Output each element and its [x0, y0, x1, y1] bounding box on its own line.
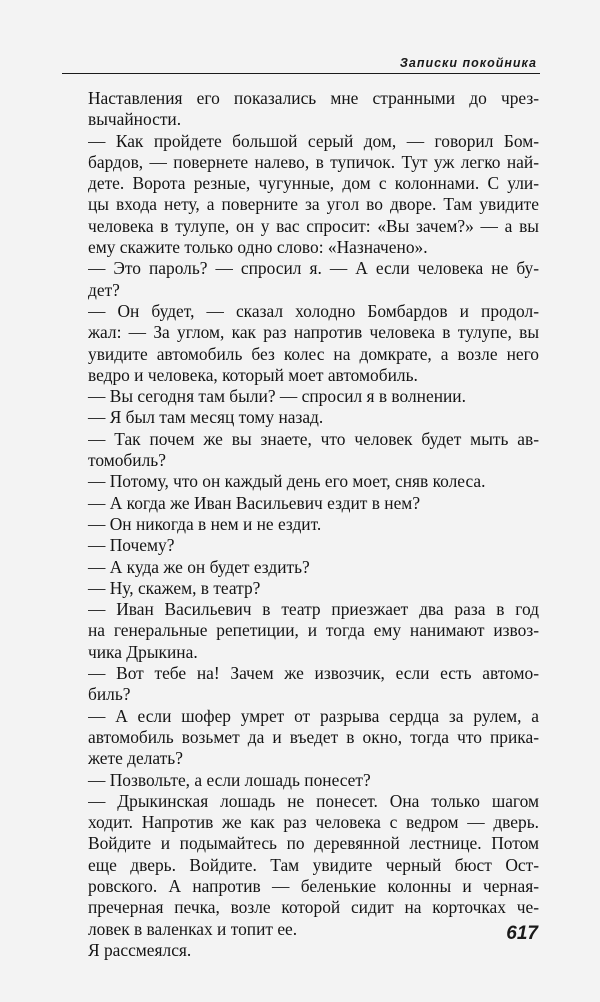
text-line: на генеральные репетиции, и тогда ему нанимают извоз-: [88, 620, 539, 641]
text-line: — Позвольте, а если лошадь понесет?: [88, 769, 371, 790]
text-line: томобиль?: [88, 450, 166, 471]
text-line: — Как пройдете большой серый дом, — говорил Бом-: [88, 130, 539, 151]
text-line: — А куда же он будет ездить?: [88, 556, 310, 577]
text-line: чика Дрыкина.: [88, 641, 198, 662]
text-line: — Он никогда в нем и не ездит.: [88, 513, 322, 534]
text-line: ему скажите только одно слово: «Назначено».: [88, 237, 428, 258]
header-rule: [62, 73, 540, 74]
text-line: ровского. А напротив — беленькие колонны и черная-: [88, 875, 539, 896]
text-line: ходит. Напротив же как раз человека с ведром — дверь.: [88, 812, 539, 833]
text-line: Я рассмеялся.: [88, 939, 192, 960]
text-line: — Вы сегодня там были? — спросил я в волнении.: [88, 386, 466, 407]
body-text: [88, 88, 539, 961]
text-line: дете. Ворота резные, чугунные, дом с колоннами. С ули-: [88, 173, 539, 194]
text-line: цы входа нету, а поверните за угол во дворе. Там увидите: [88, 194, 539, 215]
text-line: — Ну, скажем, в театр?: [88, 577, 261, 598]
text-line: — Это пароль? — спросил я. — А если человека не бу-: [88, 258, 539, 279]
running-title: Записки покойника: [399, 56, 537, 70]
text-line: ведро и человека, который моет автомобиль.: [88, 364, 418, 385]
text-line: — Он будет, — сказал холодно Бомбардов и продол-: [88, 300, 539, 321]
text-line: — Иван Васильевич в театр приезжает два раза в год: [88, 599, 539, 620]
text-line: Войдите и подымайтесь по деревянной лестнице. Потом: [88, 833, 539, 854]
text-line: — Вот тебе на! Зачем же извозчик, если есть автомо-: [88, 663, 539, 684]
text-line: человека в тулупе, он у вас спросит: «Вы зачем?» — а вы: [88, 215, 539, 236]
page-number: 617: [506, 923, 538, 944]
text-line: ловек в валенках и топит ее.: [88, 918, 298, 939]
text-line: — Дрыкинская лошадь не понесет. Она только шагом: [88, 790, 539, 811]
text-line: еще дверь. Войдите. Там увидите черный бюст Ост-: [88, 854, 539, 875]
text-line: увидите автомобиль без колес на домкрате, а возле него: [88, 343, 539, 364]
text-line: пречерная печка, возле которой сидит на корточках че-: [88, 897, 539, 918]
text-line: жете делать?: [88, 748, 183, 769]
text-line: Наставления его показались мне странными до чрез-: [88, 88, 539, 108]
text-line: — Я был там месяц тому назад.: [88, 407, 324, 428]
text-line: автомобиль возьмет да и въедет в окно, тогда что прика-: [88, 726, 539, 747]
text-line: — Потому, что он каждый день его моет, сняв колеса.: [88, 471, 486, 492]
text-line: вычайности.: [88, 109, 182, 130]
text-line: дет?: [88, 279, 120, 300]
text-line: — Почему?: [88, 535, 175, 556]
text-line: — А если шофер умрет от разрыва сердца за рулем, а: [88, 705, 539, 726]
text-line: биль?: [88, 684, 131, 705]
text-line: — А когда же Иван Васильевич ездит в нем?: [88, 492, 421, 513]
text-line: жал: — За углом, как раз напротив человека в тулупе, вы: [88, 322, 539, 343]
text-line: — Так почем же вы знаете, что человек будет мыть ав-: [88, 428, 539, 449]
text-line: бардов, — повернете налево, в тупичок. Тут уж легко най-: [88, 151, 539, 172]
